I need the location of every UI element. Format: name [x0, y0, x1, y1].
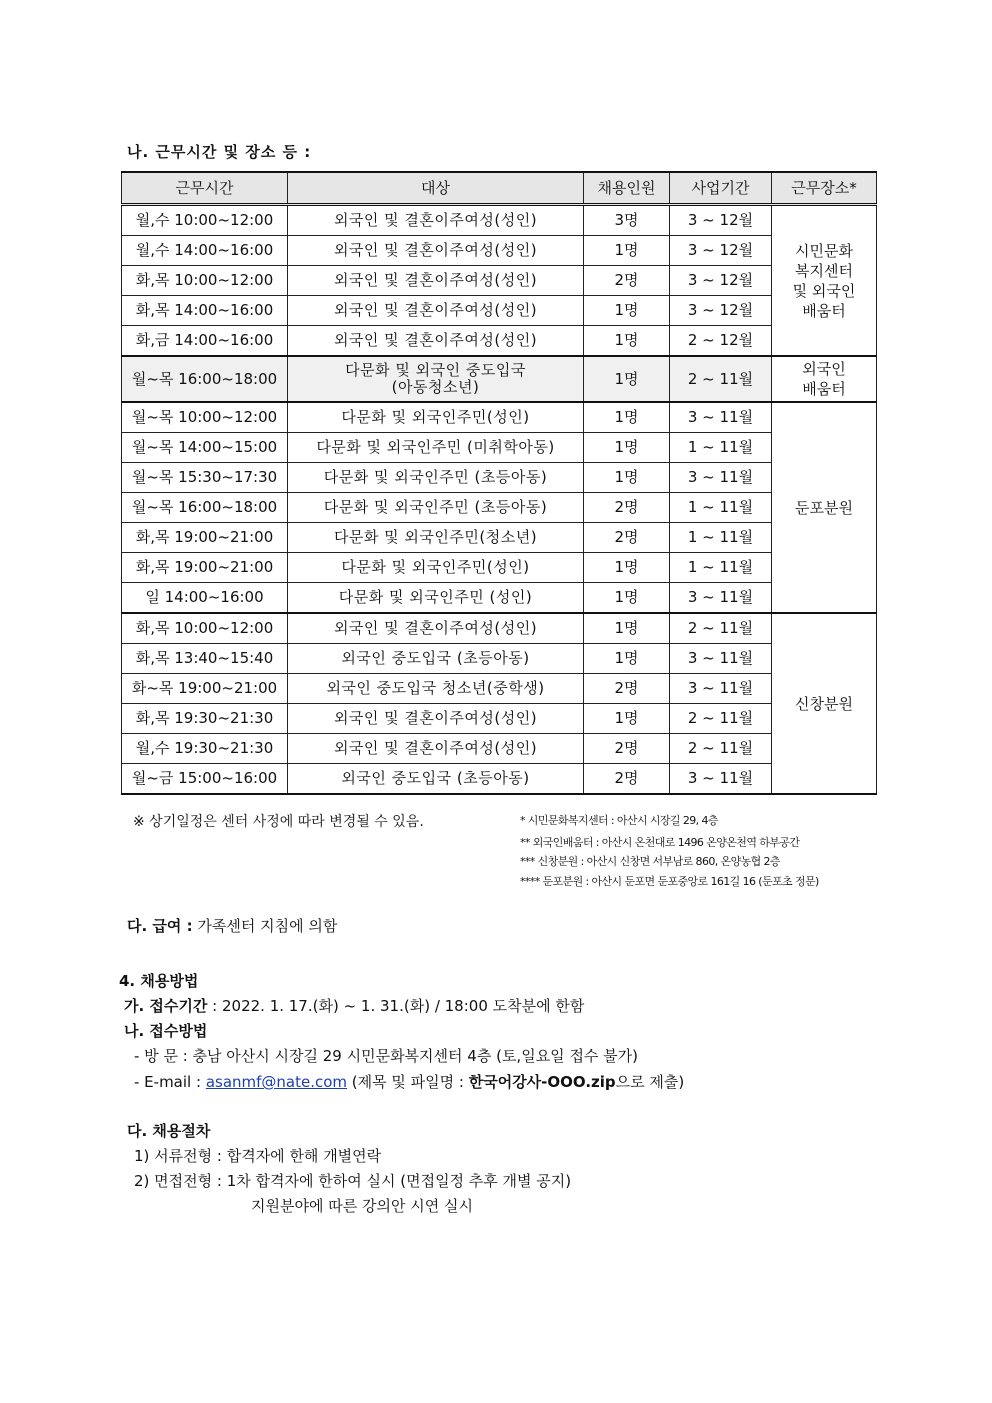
place-line: 복지센터	[795, 261, 853, 280]
section-title-work-hours: 나. 근무시간 및 장소 등 :	[127, 143, 312, 161]
table-row	[122, 402, 877, 433]
cell-count: 2명	[584, 764, 670, 795]
cell-time: 화,목 10:00~12:00	[122, 613, 288, 644]
application-period	[124, 995, 584, 1016]
cell-place-dunpo: 둔포분원	[772, 402, 877, 613]
hiring-method-title: 4. 채용방법	[119, 972, 199, 990]
cell-period: 3 ~ 11월	[670, 463, 772, 493]
cell-period: 1 ~ 11월	[670, 553, 772, 583]
address-dunpo: **** 둔포분원 : 아산시 둔포면 둔포중앙로 161길 16 (둔포초 정문)	[520, 875, 819, 888]
table-row	[122, 523, 877, 553]
cell-time: 월~목 16:00~18:00	[122, 356, 288, 402]
cell-count: 1명	[584, 613, 670, 644]
cell-count: 1명	[584, 402, 670, 433]
header-headcount: 채용인원	[584, 172, 670, 205]
cell-target: 외국인 및 결혼이주여성(성인)	[288, 704, 584, 734]
place-line: 외국인	[802, 360, 846, 378]
cell-target: 다문화 및 외국인주민 (미취학아동)	[288, 433, 584, 463]
application-method-title: 나. 접수방법	[124, 1022, 208, 1040]
cell-count: 1명	[584, 583, 670, 614]
table-row	[122, 266, 877, 296]
cell-time: 월,수 19:30~21:30	[122, 734, 288, 764]
cell-time: 화,목 10:00~12:00	[122, 266, 288, 296]
cell-target: 외국인 및 결혼이주여성(성인)	[288, 326, 584, 357]
cell-count: 2명	[584, 734, 670, 764]
cell-target: 외국인 및 결혼이주여성(성인)	[288, 236, 584, 266]
email-filename: 한국어강사-OOO.zip	[468, 1073, 616, 1091]
email-mid: (제목 및 파일명 :	[347, 1073, 469, 1091]
cell-target: 외국인 및 결혼이주여성(성인)	[288, 296, 584, 326]
cell-period: 2 ~ 11월	[670, 356, 772, 402]
email-application	[134, 1071, 684, 1092]
cell-target: 외국인 및 결혼이주여성(성인)	[288, 734, 584, 764]
salary-text: 가족센터 지침에 의함	[197, 917, 338, 935]
cell-time: 화,목 19:00~21:00	[122, 523, 288, 553]
application-period-label: 가. 접수기간	[124, 997, 208, 1015]
cell-period: 2 ~ 12월	[670, 326, 772, 357]
table-row	[122, 236, 877, 266]
email-suffix: 으로 제출)	[615, 1073, 685, 1091]
cell-time: 화,금 14:00~16:00	[122, 326, 288, 357]
table-row	[122, 326, 877, 357]
cell-count: 1명	[584, 704, 670, 734]
procedure-step-2-detail: 지원분야에 따른 강의안 시연 실시	[251, 1197, 473, 1215]
procedure-step-1: 1) 서류전형 : 합격자에 한해 개별연락	[134, 1147, 382, 1165]
header-work-time: 근무시간	[122, 172, 288, 205]
cell-period: 1 ~ 11월	[670, 433, 772, 463]
cell-time: 화,목 19:30~21:30	[122, 704, 288, 734]
cell-time: 화,목 13:40~15:40	[122, 644, 288, 674]
address-foreigner-school: ** 외국인배움터 : 아산시 온천대로 1496 온양온천역 하부공간	[520, 836, 800, 849]
cell-target: 다문화 및 외국인주민 (성인)	[288, 583, 584, 614]
cell-count: 1명	[584, 236, 670, 266]
cell-period: 1 ~ 11월	[670, 523, 772, 553]
email-link[interactable]: asanmf@nate.com	[205, 1073, 348, 1091]
cell-time: 월,수 14:00~16:00	[122, 236, 288, 266]
cell-target: 외국인 중도입국 청소년(중학생)	[288, 674, 584, 704]
cell-count: 1명	[584, 296, 670, 326]
cell-place-foreigner-school	[772, 356, 877, 402]
procedure-step-2: 2) 면접전형 : 1차 합격자에 한하여 실시 (면접일정 추후 개별 공지)	[134, 1172, 572, 1190]
table-row	[122, 583, 877, 614]
cell-period: 3 ~ 12월	[670, 205, 772, 236]
table-row	[122, 433, 877, 463]
cell-period: 3 ~ 12월	[670, 296, 772, 326]
header-period: 사업기간	[670, 172, 772, 205]
schedule-table	[121, 171, 877, 795]
cell-target: 외국인 및 결혼이주여성(성인)	[288, 266, 584, 296]
cell-count: 2명	[584, 493, 670, 523]
cell-period: 3 ~ 12월	[670, 266, 772, 296]
application-period-text: : 2022. 1. 17.(화) ~ 1. 31.(화) / 18:00 도착분에 한함	[212, 997, 585, 1015]
table-row	[122, 205, 877, 236]
place-line: 배움터	[802, 301, 846, 320]
table-row	[122, 356, 877, 402]
cell-time: 화,목 19:00~21:00	[122, 553, 288, 583]
table-row	[122, 734, 877, 764]
header-target: 대상	[288, 172, 584, 205]
cell-period: 1 ~ 11월	[670, 493, 772, 523]
cell-target: 외국인 중도입국 (초등아동)	[288, 764, 584, 795]
cell-target: 다문화 및 외국인주민(성인)	[288, 402, 584, 433]
cell-count: 2명	[584, 674, 670, 704]
cell-count: 1명	[584, 463, 670, 493]
cell-count: 1명	[584, 644, 670, 674]
cell-period: 2 ~ 11월	[670, 734, 772, 764]
table-row	[122, 296, 877, 326]
table-row	[122, 704, 877, 734]
cell-target: 외국인 및 결혼이주여성(성인)	[288, 205, 584, 236]
cell-time: 일 14:00~16:00	[122, 583, 288, 614]
salary-line	[127, 915, 337, 936]
cell-count: 2명	[584, 266, 670, 296]
cell-period: 3 ~ 11월	[670, 583, 772, 614]
cell-time: 월~목 16:00~18:00	[122, 493, 288, 523]
cell-target: 다문화 및 외국인주민 (초등아동)	[288, 463, 584, 493]
cell-period: 2 ~ 11월	[670, 613, 772, 644]
table-row	[122, 644, 877, 674]
cell-target: 외국인 및 결혼이주여성(성인)	[288, 613, 584, 644]
cell-target: 외국인 중도입국 (초등아동)	[288, 644, 584, 674]
place-line: 시민문화	[795, 241, 853, 260]
table-row	[122, 493, 877, 523]
cell-count: 2명	[584, 523, 670, 553]
visit-application: - 방 문 : 충남 아산시 시장길 29 시민문화복지센터 4층 (토,일요일 접수 불가)	[134, 1047, 639, 1065]
cell-period: 3 ~ 11월	[670, 674, 772, 704]
hiring-procedure-title: 다. 채용절차	[127, 1122, 211, 1140]
cell-period: 3 ~ 11월	[670, 402, 772, 433]
schedule-change-note: ※ 상기일정은 센터 사정에 따라 변경될 수 있음.	[133, 814, 424, 830]
cell-period: 3 ~ 11월	[670, 764, 772, 795]
cell-time: 월~목 15:30~17:30	[122, 463, 288, 493]
cell-period: 3 ~ 11월	[670, 644, 772, 674]
table-row	[122, 553, 877, 583]
target-line: (아동청소년)	[391, 378, 480, 396]
table-row	[122, 764, 877, 795]
cell-time: 월~목 10:00~12:00	[122, 402, 288, 433]
cell-time: 월~금 15:00~16:00	[122, 764, 288, 795]
address-sinchang: *** 신창분원 : 아산시 신창면 서부남로 860, 온양농협 2층	[520, 855, 780, 868]
address-civic-center: * 시민문화복지센터 : 아산시 시장길 29, 4층	[520, 814, 718, 827]
header-place: 근무장소*	[772, 172, 877, 205]
cell-time: 월,수 10:00~12:00	[122, 205, 288, 236]
table-row	[122, 463, 877, 493]
cell-count: 1명	[584, 356, 670, 402]
target-line: 다문화 및 외국인 중도입국	[345, 361, 526, 379]
cell-target: 다문화 및 외국인주민(청소년)	[288, 523, 584, 553]
place-line: 및 외국인	[792, 281, 856, 300]
cell-target	[288, 356, 584, 402]
cell-period: 3 ~ 12월	[670, 236, 772, 266]
cell-target: 다문화 및 외국인주민 (초등아동)	[288, 493, 584, 523]
email-prefix: - E-mail :	[134, 1073, 206, 1091]
cell-count: 1명	[584, 433, 670, 463]
cell-place-sinchang: 신창분원	[772, 613, 877, 794]
place-line: 배움터	[802, 380, 846, 398]
cell-time: 월~목 14:00~15:00	[122, 433, 288, 463]
table-header-row	[122, 172, 877, 205]
cell-count: 1명	[584, 553, 670, 583]
cell-period: 2 ~ 11월	[670, 704, 772, 734]
cell-time: 화~목 19:00~21:00	[122, 674, 288, 704]
cell-target: 다문화 및 외국인주민(성인)	[288, 553, 584, 583]
cell-time: 화,목 14:00~16:00	[122, 296, 288, 326]
cell-count: 1명	[584, 326, 670, 357]
table-row	[122, 613, 877, 644]
cell-count: 3명	[584, 205, 670, 236]
table-row	[122, 674, 877, 704]
salary-label: 다. 급여 :	[127, 917, 193, 935]
cell-place-civic-center	[772, 205, 877, 357]
